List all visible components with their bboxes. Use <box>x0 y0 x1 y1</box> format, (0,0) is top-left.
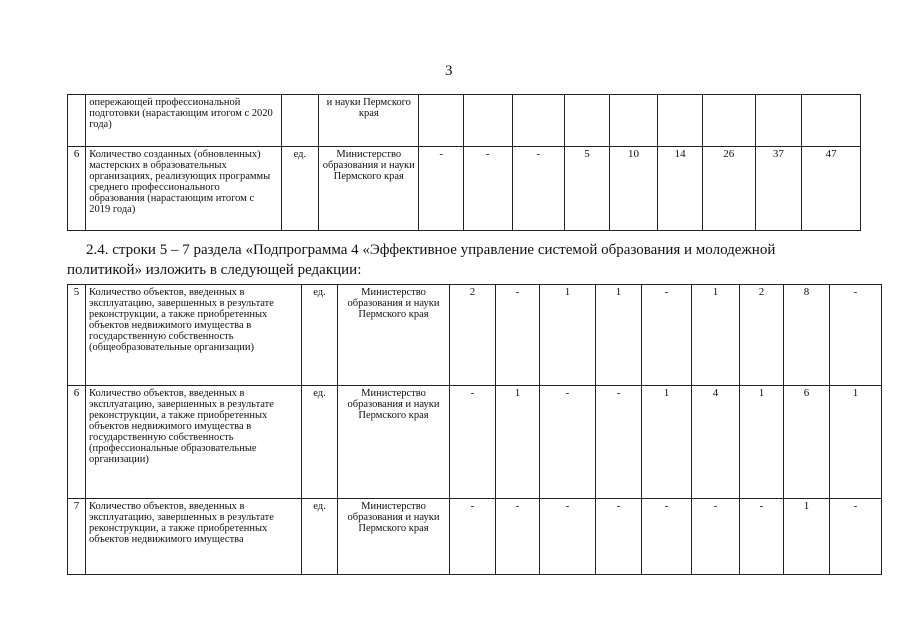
unit-cell <box>281 95 318 147</box>
value-cell: - <box>512 147 565 231</box>
value-cell: - <box>642 285 692 386</box>
indicator-name: Количество созданных (обновленных) мастерских в образовательных организациях, реализующих программы среднего профессионального образования (нарастающим итогом с 2019 года) <box>86 147 281 231</box>
unit-cell: ед. <box>302 285 338 386</box>
value-cell: - <box>830 285 882 386</box>
amendment-paragraph <box>67 240 849 280</box>
responsible-cell: Министерство образования и науки Пермского края <box>338 386 450 499</box>
value-cell: 1 <box>784 499 830 575</box>
value-cell: - <box>642 499 692 575</box>
value-cell: 1 <box>540 285 596 386</box>
value-cell: 26 <box>702 147 755 231</box>
value-cell: - <box>450 499 496 575</box>
value-cell: 10 <box>609 147 658 231</box>
responsible-cell: и науки Пермского края <box>319 95 419 147</box>
value-cell: - <box>419 147 464 231</box>
value-cell: - <box>540 499 596 575</box>
value-cell: 5 <box>565 147 610 231</box>
page-number: 3 <box>445 63 453 79</box>
row-number: 6 <box>68 147 86 231</box>
value-cell <box>463 95 512 147</box>
unit-cell: ед. <box>302 499 338 575</box>
value-cell: 6 <box>784 386 830 499</box>
indicator-name: Количество объектов, введенных в эксплуатацию, завершенных в результате реконструкции, а также приобретенных объектов недвижимого имущества в государственную собственность (профессиональные образовательные организации) <box>86 386 302 499</box>
value-cell <box>702 95 755 147</box>
value-cell <box>755 95 802 147</box>
value-cell: - <box>463 147 512 231</box>
indicator-table-top <box>67 94 861 231</box>
responsible-cell: Министерство образования и науки Пермского края <box>338 285 450 386</box>
table-row <box>68 147 861 231</box>
value-cell: 14 <box>658 147 703 231</box>
value-cell: 1 <box>496 386 540 499</box>
unit-cell: ед. <box>281 147 318 231</box>
value-cell: 1 <box>830 386 882 499</box>
unit-cell: ед. <box>302 386 338 499</box>
value-cell <box>565 95 610 147</box>
value-cell: - <box>692 499 740 575</box>
value-cell: - <box>496 285 540 386</box>
responsible-cell: Министерство образования и науки Пермского края <box>338 499 450 575</box>
value-cell <box>658 95 703 147</box>
value-cell: 8 <box>784 285 830 386</box>
value-cell: 1 <box>596 285 642 386</box>
table-row <box>68 95 861 147</box>
value-cell: - <box>596 499 642 575</box>
paragraph-line-2: политикой» изложить в следующей редакции: <box>67 262 362 278</box>
value-cell <box>419 95 464 147</box>
value-cell: 1 <box>642 386 692 499</box>
value-cell: 2 <box>740 285 784 386</box>
value-cell <box>609 95 658 147</box>
row-number: 7 <box>68 499 86 575</box>
value-cell: 47 <box>802 147 861 231</box>
value-cell: - <box>740 499 784 575</box>
value-cell <box>802 95 861 147</box>
row-number <box>68 95 86 147</box>
table-row <box>68 386 882 499</box>
value-cell: 37 <box>755 147 802 231</box>
value-cell: 1 <box>692 285 740 386</box>
indicator-name: опережающей профессиональной подготовки (нарастающим итогом с 2020 года) <box>86 95 281 147</box>
value-cell: - <box>450 386 496 499</box>
value-cell: 1 <box>740 386 784 499</box>
row-number: 5 <box>68 285 86 386</box>
paragraph-line-1: 2.4. строки 5 – 7 раздела «Подпрограмма 4 «Эффективное управление системой образования и молодежной <box>86 242 776 258</box>
table-row <box>68 285 882 386</box>
indicator-table-bottom <box>67 284 882 575</box>
value-cell: 2 <box>450 285 496 386</box>
value-cell: - <box>496 499 540 575</box>
value-cell: 4 <box>692 386 740 499</box>
value-cell: - <box>540 386 596 499</box>
row-number: 6 <box>68 386 86 499</box>
responsible-cell: Министерство образования и науки Пермского края <box>319 147 419 231</box>
value-cell <box>512 95 565 147</box>
value-cell: - <box>596 386 642 499</box>
value-cell: - <box>830 499 882 575</box>
indicator-name: Количество объектов, введенных в эксплуатацию, завершенных в результате реконструкции, а также приобретенных объектов недвижимого имущества <box>86 499 302 575</box>
table-row <box>68 499 882 575</box>
indicator-name: Количество объектов, введенных в эксплуатацию, завершенных в результате реконструкции, а также приобретенных объектов недвижимого имущества в государственную собственность (общеобразовательные организации) <box>86 285 302 386</box>
